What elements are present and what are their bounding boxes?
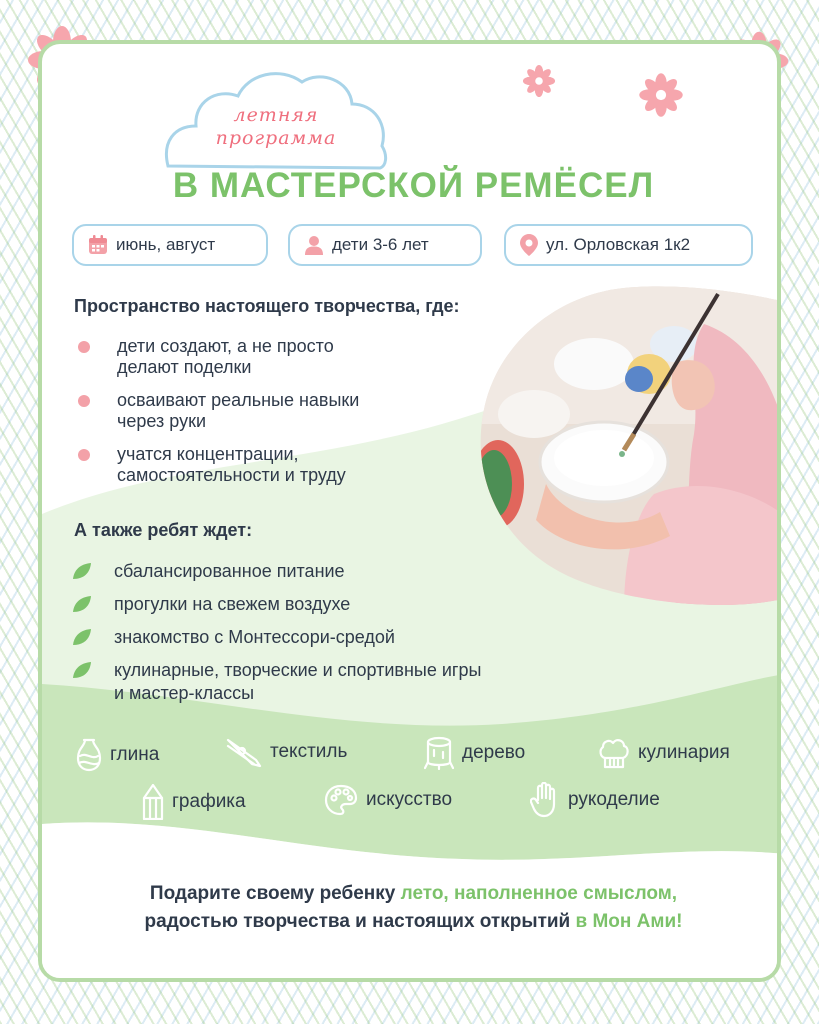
craft-label: текстиль <box>270 741 348 762</box>
craft-handicraft <box>530 782 660 818</box>
flower-icon <box>522 64 556 98</box>
craft-label: графика <box>172 791 246 812</box>
leaf-icon <box>72 595 92 613</box>
craft-label: глина <box>110 744 160 765</box>
list-item-line: через руки <box>117 411 207 431</box>
footer-line-2 <box>42 908 781 936</box>
clothespin-icon <box>226 736 262 768</box>
dates-pill <box>72 224 268 266</box>
extras-heading: А также ребят ждет: <box>74 520 253 540</box>
bullet-dot <box>78 395 90 407</box>
age-label: дети 3-6 лет <box>332 235 429 254</box>
palette-icon <box>324 784 358 816</box>
calendar-icon <box>88 235 108 255</box>
footer-line-1 <box>42 880 781 908</box>
age-pill <box>288 224 482 266</box>
person-icon <box>304 235 324 255</box>
bullet-dot <box>78 341 90 353</box>
chef-hat-icon <box>598 736 630 770</box>
footer-text <box>42 880 781 936</box>
address-pill <box>504 224 753 266</box>
list-item-line: дети создают, а не просто <box>117 336 334 356</box>
list-item-line: прогулки на свежем воздухе <box>114 594 351 614</box>
page-title: В МАСТЕРСКОЙ РЕМЁСЕЛ <box>172 166 655 205</box>
list-item-line: и мастер-классы <box>114 683 255 703</box>
list-item-line: осваивают реальные навыки <box>117 390 360 410</box>
craft-wood <box>424 736 525 770</box>
craft-clay <box>76 738 159 772</box>
list-item <box>72 560 712 583</box>
craft-label: рукоделие <box>568 789 660 810</box>
footer-highlight: в Мон Ами! <box>575 911 683 932</box>
list-item-line: самостоятельности и труду <box>117 465 346 485</box>
hand-icon <box>530 782 560 818</box>
craft-label: искусство <box>366 789 453 810</box>
footer-highlight: лето, наполненное смыслом, <box>400 883 678 904</box>
list-item-line: сбалансированное питание <box>114 561 345 581</box>
cloud-label <box>160 104 392 150</box>
space-heading: Пространство настоящего творчества, где: <box>74 296 460 316</box>
list-item-line: кулинарные, творческие и спортивные игры <box>114 660 482 680</box>
tree-stump-icon <box>424 736 454 770</box>
location-pin-icon <box>520 234 538 256</box>
list-item <box>78 390 458 432</box>
list-item <box>78 336 458 378</box>
leaf-icon <box>72 661 92 679</box>
footer-text-part: радостью творчества и настоящих открытий <box>144 911 576 932</box>
cloud-line-2: программа <box>215 127 337 149</box>
list-item <box>72 659 712 705</box>
list-item <box>78 444 458 486</box>
list-item <box>72 626 712 649</box>
footer-text-part: Подарите своему ребенку <box>149 883 401 904</box>
craft-cooking <box>598 736 730 770</box>
flower-icon <box>638 72 684 118</box>
cloud-line-1: летняя <box>233 104 319 126</box>
list-item-line: учатся концентрации, <box>117 444 299 464</box>
list-item-line: делают поделки <box>117 357 252 377</box>
craft-label: кулинария <box>638 742 730 763</box>
leaf-icon <box>72 562 92 580</box>
leaf-icon <box>72 628 92 646</box>
craft-label: дерево <box>462 742 526 763</box>
craft-graphics <box>142 784 246 820</box>
craft-textile <box>226 736 347 768</box>
address-label: ул. Орловская 1к2 <box>546 235 691 254</box>
bullet-dot <box>78 449 90 461</box>
pencil-icon <box>142 784 164 820</box>
list-item <box>72 593 712 616</box>
craft-art <box>324 784 452 816</box>
poster-card <box>38 40 781 982</box>
list-item-line: знакомство с Монтессори-средой <box>114 627 395 647</box>
clay-vase-icon <box>76 738 102 772</box>
dates-label: июнь, август <box>116 235 216 254</box>
